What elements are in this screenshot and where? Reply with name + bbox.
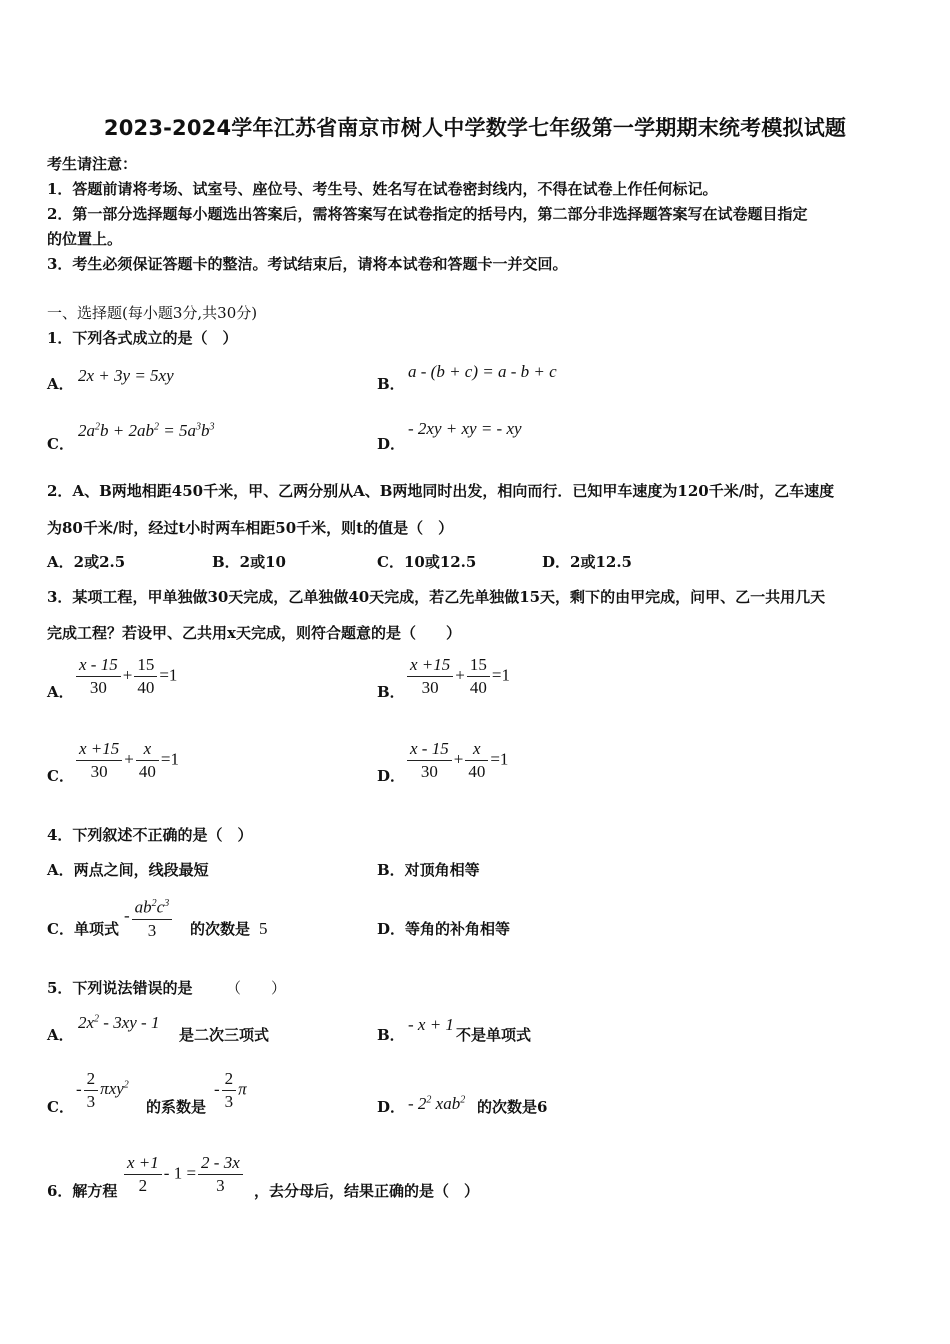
q5-c-coef: - $\frac{2}{3}$ π [214, 1069, 247, 1111]
q2-option-d: D．2或12.5 [542, 553, 632, 571]
q1-b-label: B． [377, 375, 405, 393]
q2-option-a: A．2或2.5 [47, 553, 126, 571]
q2-option-b: B．2或10 [212, 553, 286, 571]
q4-option-d: D．等角的补角相等 [377, 920, 511, 938]
q1-a-expr: 2x + 3y = 5xy [78, 366, 174, 385]
q4-c-label: C．单项式 [47, 920, 119, 938]
q2-line-1 [47, 480, 834, 501]
q6-post: ，去分母后，结果正确的是（ ） [254, 1182, 480, 1200]
q6-pre: 6．解方程 [47, 1182, 118, 1200]
notice-heading: 考生请注意： [47, 155, 138, 173]
q1-stem: 1．下列各式成立的是（ ） [47, 329, 238, 347]
q5-d-label: D． [377, 1098, 406, 1116]
notice-item-2: 2．第一部分选择题每小题选出答案后，需将答案写在试卷指定的括号内，第二部分非选择题答案写在试卷题目指定 [47, 205, 808, 223]
q3-b-expr: $\frac{x +15}{30}$ + $\frac{15}{40}$ =1 [405, 654, 510, 699]
q2-line-2: 为80千米/时，经过t小时两车相距50千米，则t的值是（ ） [47, 519, 454, 537]
q5-b-expr: - x + 1 [408, 1015, 454, 1034]
q6-equation: $\frac{x +1}{2}$ - 1 = $\frac{2 - 3x}{3}$ [122, 1152, 245, 1197]
q1-b-expr: a - (b + c) = a - b + c [408, 362, 557, 381]
q5-b-tail: 不是单项式 [456, 1026, 532, 1044]
q5-c-expr: - $\frac{2}{3}$ πxy$^2$ [76, 1069, 129, 1111]
q3-line-2: 完成工程？若设甲、乙共用x天完成，则符合题意的是（ ） [47, 624, 461, 642]
q3-b-label: B． [377, 683, 405, 701]
q4-c-expr: - $\frac{ab^2c^3}{3}$ [124, 893, 174, 942]
q1-d-expr: - 2xy + xy = - xy [408, 419, 522, 438]
q5-c-mid: 的系数是 [146, 1098, 207, 1116]
q2-number: 2． [47, 482, 73, 500]
q3-a-expr: $\frac{x - 15}{30}$ + $\frac{15}{40}$ =1 [74, 654, 177, 699]
q1-option-a [47, 373, 74, 394]
q1-d-label: D． [377, 435, 406, 453]
q5-paren: （ ） [226, 979, 287, 997]
q2-text-1: A、B两地相距450千米，甲、乙两分别从A、B两地同时出发，相向而行．已知甲车速度为120千米/时，乙车速度 [72, 482, 835, 500]
q3-d-expr: $\frac{x - 15}{30}$ + $\frac{x}{40}$ =1 [405, 738, 508, 783]
q4-c-value: 5 [259, 919, 268, 938]
q1-c-label: C． [47, 435, 74, 453]
q5-b-label: B． [377, 1026, 405, 1044]
q5-a-tail: 是二次三项式 [179, 1026, 270, 1044]
q5-stem: 5．下列说法错误的是 [47, 979, 193, 997]
q3-d-label: D． [377, 767, 406, 785]
q1-a-label: A． [47, 375, 74, 393]
q3-a-label: A． [47, 683, 74, 701]
q4-option-a: A．两点之间，线段最短 [47, 861, 209, 879]
page-title: 2023-2024学年江苏省南京市树人中学数学七年级第一学期期末统考模拟试题 [103, 116, 847, 140]
q5-c-label: C． [47, 1098, 74, 1116]
q3-c-label: C． [47, 767, 74, 785]
q5-a-label: A． [47, 1026, 74, 1044]
notice-item-1: 1．答题前请将考场、试室号、座位号、考生号、姓名写在试卷密封线内，不得在试卷上作任何标记。 [47, 180, 718, 198]
q5-a-expr: $2x^2 - 3xy - 1$ [78, 1013, 160, 1032]
q5-d-tail: 的次数是6 [477, 1098, 548, 1116]
q5-d-expr: - $2^2$ xab$^2$ [408, 1094, 466, 1113]
q4-c-tail: 的次数是 [190, 920, 251, 938]
q4-option-c [47, 918, 119, 939]
q4-option-b: B．对顶角相等 [377, 861, 480, 879]
q3-c-expr: $\frac{x +15}{30}$ + $\frac{x}{40}$ =1 [74, 738, 179, 783]
q4-stem: 4．下列叙述不正确的是（ ） [47, 826, 253, 844]
notice-item-2-cont: 的位置上。 [47, 230, 123, 248]
section-heading: 一、选择题(每小题3分,共30分) [47, 304, 258, 322]
q1-c-expr: $2a^2b + 2ab^2 = 5a^3b^3$ [78, 421, 215, 440]
q2-option-c: C．10或12.5 [377, 553, 477, 571]
notice-item-3: 3．考生必须保证答题卡的整洁。考试结束后，请将本试卷和答题卡一并交回。 [47, 255, 568, 273]
q3-line-1: 3．某项工程，甲单独做30天完成，乙单独做40天完成，若乙先单独做15天，剩下的由甲完成，问甲、乙一共用几天 [47, 588, 826, 606]
